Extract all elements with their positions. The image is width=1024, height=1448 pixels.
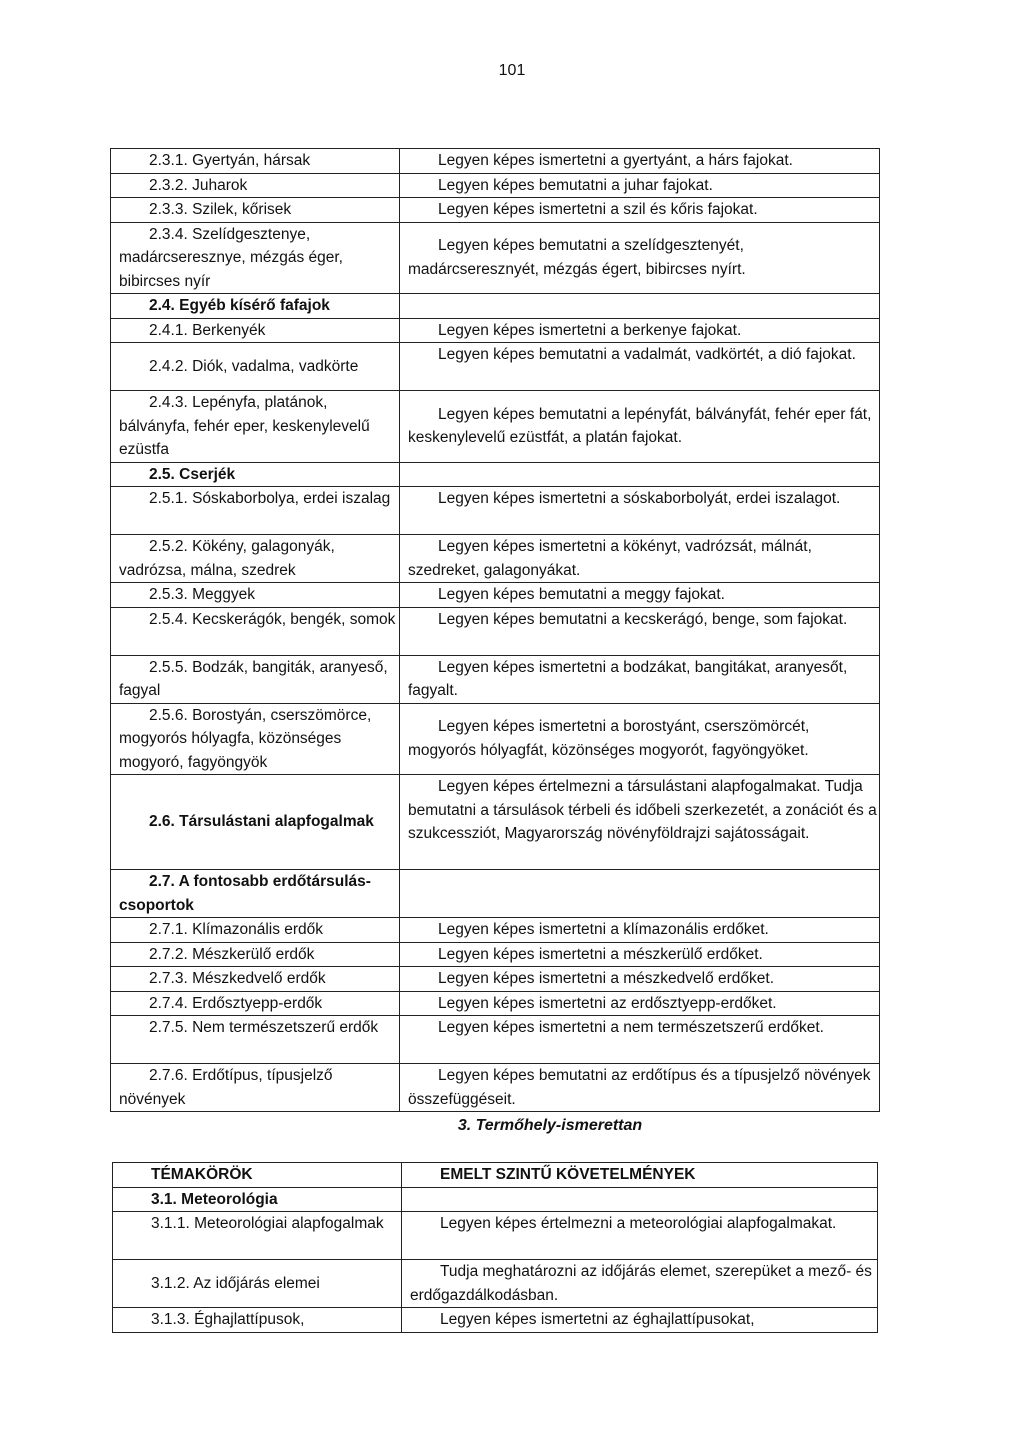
topic-cell: 2.5.3. Meggyek bbox=[111, 583, 400, 608]
subsection-heading: 3.1. Meteorológia bbox=[113, 1187, 402, 1212]
table-row bbox=[111, 703, 880, 775]
requirement-cell bbox=[402, 1187, 878, 1212]
topic-cell: 2.7.6. Erdőtípus, típusjelző növények bbox=[111, 1064, 400, 1112]
table-row bbox=[111, 149, 880, 174]
header-topics: TÉMAKÖRÖK bbox=[113, 1163, 402, 1188]
table-row bbox=[111, 391, 880, 463]
topic-cell: 2.4.1. Berkenyék bbox=[111, 318, 400, 343]
table-row bbox=[111, 942, 880, 967]
table-row bbox=[111, 294, 880, 319]
requirement-cell: Legyen képes ismertetni a berkenye fajokat. bbox=[400, 318, 880, 343]
table-row bbox=[111, 870, 880, 918]
table-row bbox=[111, 487, 880, 535]
requirement-cell: Legyen képes ismertetni a klímazonális erdőket. bbox=[400, 918, 880, 943]
topic-cell: 2.5.6. Borostyán, cserszömörce, mogyorós hólyagfa, közönséges mogyoró, fagyöngyök bbox=[111, 703, 400, 775]
requirement-cell: Legyen képes ismertetni a kökényt, vadrózsát, málnát, szedreket, galagonyákat. bbox=[400, 535, 880, 583]
topic-cell: 2.5.1. Sóskaborbolya, erdei iszalag bbox=[111, 487, 400, 535]
table-row bbox=[111, 607, 880, 655]
topic-cell: 2.3.4. Szelídgesztenye, madárcseresznye, mézgás éger, bibircses nyír bbox=[111, 222, 400, 294]
requirement-cell bbox=[400, 462, 880, 487]
table-row bbox=[111, 583, 880, 608]
requirement-cell: Legyen képes ismertetni a mészkerülő erdőket. bbox=[400, 942, 880, 967]
topic-cell: 2.5.4. Kecskerágók, bengék, somok bbox=[111, 607, 400, 655]
requirement-cell: Legyen képes ismertetni a sóskaborbolyát, erdei iszalagot. bbox=[400, 487, 880, 535]
requirement-cell: Legyen képes bemutatni a vadalmát, vadkörtét, a dió fajokat. bbox=[400, 343, 880, 391]
requirement-cell: Legyen képes ismertetni az éghajlattípusokat, bbox=[402, 1308, 878, 1333]
requirement-cell: Tudja meghatározni az időjárás elemet, szerepüket a mező- és erdőgazdálkodásban. bbox=[402, 1260, 878, 1308]
requirement-cell: Legyen képes ismertetni az erdősztyepp-erdőket. bbox=[400, 991, 880, 1016]
topic-cell: 2.3.1. Gyertyán, hársak bbox=[111, 149, 400, 174]
subsection-heading: 2.5. Cserjék bbox=[111, 462, 400, 487]
requirement-cell: Legyen képes bemutatni a juhar fajokat. bbox=[400, 173, 880, 198]
requirement-cell: Legyen képes ismertetni a mészkedvelő erdőket. bbox=[400, 967, 880, 992]
topic-cell: 3.1.2. Az időjárás elemei bbox=[113, 1260, 402, 1308]
requirement-cell: Legyen képes ismertetni a borostyánt, cserszömörcét, mogyorós hólyagfát, közönséges mogyorót, fagyöngyöket. bbox=[400, 703, 880, 775]
table-row bbox=[113, 1260, 878, 1308]
topic-cell: 2.3.2. Juharok bbox=[111, 173, 400, 198]
table-row bbox=[111, 775, 880, 870]
requirement-cell: Legyen képes ismertetni a gyertyánt, a hárs fajokat. bbox=[400, 149, 880, 174]
table-row bbox=[111, 198, 880, 223]
subsection-heading: 2.7. A fontosabb erdőtársulás- csoportok bbox=[111, 870, 400, 918]
section-title: 3. Termőhely-ismerettan bbox=[457, 1117, 643, 1134]
table-row bbox=[111, 462, 880, 487]
topic-cell: 2.7.1. Klímazonális erdők bbox=[111, 918, 400, 943]
table-row bbox=[111, 173, 880, 198]
topic-cell: 2.4.3. Lepényfa, platánok, bálványfa, fehér eper, keskenylevelű ezüstfa bbox=[111, 391, 400, 463]
table-row bbox=[111, 222, 880, 294]
requirement-cell: Legyen képes bemutatni a kecskerágó, benge, som fajokat. bbox=[400, 607, 880, 655]
requirement-cell: Legyen képes bemutatni a szelídgesztenyét, madárcseresznyét, mézgás égert, bibircses nyírt. bbox=[400, 222, 880, 294]
header-requirements: EMELT SZINTŰ KÖVETELMÉNYEK bbox=[402, 1163, 878, 1188]
table-row bbox=[111, 535, 880, 583]
topic-cell: 2.5.2. Kökény, galagonyák, vadrózsa, málna, szedrek bbox=[111, 535, 400, 583]
subsection-heading: 2.6. Társulástani alapfogalmak bbox=[111, 775, 400, 870]
table-row bbox=[111, 655, 880, 703]
table-row bbox=[113, 1308, 878, 1333]
requirement-cell: Legyen képes bemutatni a meggy fajokat. bbox=[400, 583, 880, 608]
table-row bbox=[111, 318, 880, 343]
topic-cell: 2.4.2. Diók, vadalma, vadkörte bbox=[111, 343, 400, 391]
table-row bbox=[111, 918, 880, 943]
page-number: 101 bbox=[498, 62, 526, 79]
topic-cell: 3.1.3. Éghajlattípusok, bbox=[113, 1308, 402, 1333]
topic-cell: 2.7.5. Nem természetszerű erdők bbox=[111, 1016, 400, 1064]
requirement-cell: Legyen képes értelmezni a meteorológiai alapfogalmakat. bbox=[402, 1212, 878, 1260]
requirement-cell bbox=[400, 870, 880, 918]
table-row bbox=[111, 1064, 880, 1112]
requirements-table-section-3 bbox=[112, 1162, 878, 1333]
requirements-table-section-2 bbox=[110, 148, 880, 1112]
table-row bbox=[113, 1212, 878, 1260]
requirement-cell: Legyen képes bemutatni az erdőtípus és a típusjelző növények összefüggéseit. bbox=[400, 1064, 880, 1112]
table-row bbox=[111, 1016, 880, 1064]
topic-cell: 2.3.3. Szilek, kőrisek bbox=[111, 198, 400, 223]
requirement-cell: Legyen képes ismertetni a nem természetszerű erdőket. bbox=[400, 1016, 880, 1064]
table-row bbox=[111, 967, 880, 992]
requirement-cell: Legyen képes ismertetni a bodzákat, bangitákat, aranyesőt, fagyalt. bbox=[400, 655, 880, 703]
topic-cell: 2.7.2. Mészkerülő erdők bbox=[111, 942, 400, 967]
table-row bbox=[111, 343, 880, 391]
requirement-cell bbox=[400, 294, 880, 319]
table-row bbox=[111, 991, 880, 1016]
subsection-heading: 2.4. Egyéb kísérő fafajok bbox=[111, 294, 400, 319]
table-header-row bbox=[113, 1163, 878, 1188]
table-row bbox=[113, 1187, 878, 1212]
topic-cell: 2.5.5. Bodzák, bangiták, aranyeső, fagyal bbox=[111, 655, 400, 703]
requirement-cell: Legyen képes bemutatni a lepényfát, bálványfát, fehér eper fát, keskenylevelű ezüstfát, a platán fajokat. bbox=[400, 391, 880, 463]
requirement-cell: Legyen képes ismertetni a szil és kőris fajokat. bbox=[400, 198, 880, 223]
topic-cell: 2.7.3. Mészkedvelő erdők bbox=[111, 967, 400, 992]
requirement-cell: Legyen képes értelmezni a társulástani alapfogalmakat. Tudja bemutatni a társulások térbeli és időbeli szerkezetét, a zonációt és a szukcessziót, Magyarország növényföldrajzi sajátosságait. bbox=[400, 775, 880, 870]
topic-cell: 3.1.1. Meteorológiai alapfogalmak bbox=[113, 1212, 402, 1260]
topic-cell: 2.7.4. Erdősztyepp-erdők bbox=[111, 991, 400, 1016]
